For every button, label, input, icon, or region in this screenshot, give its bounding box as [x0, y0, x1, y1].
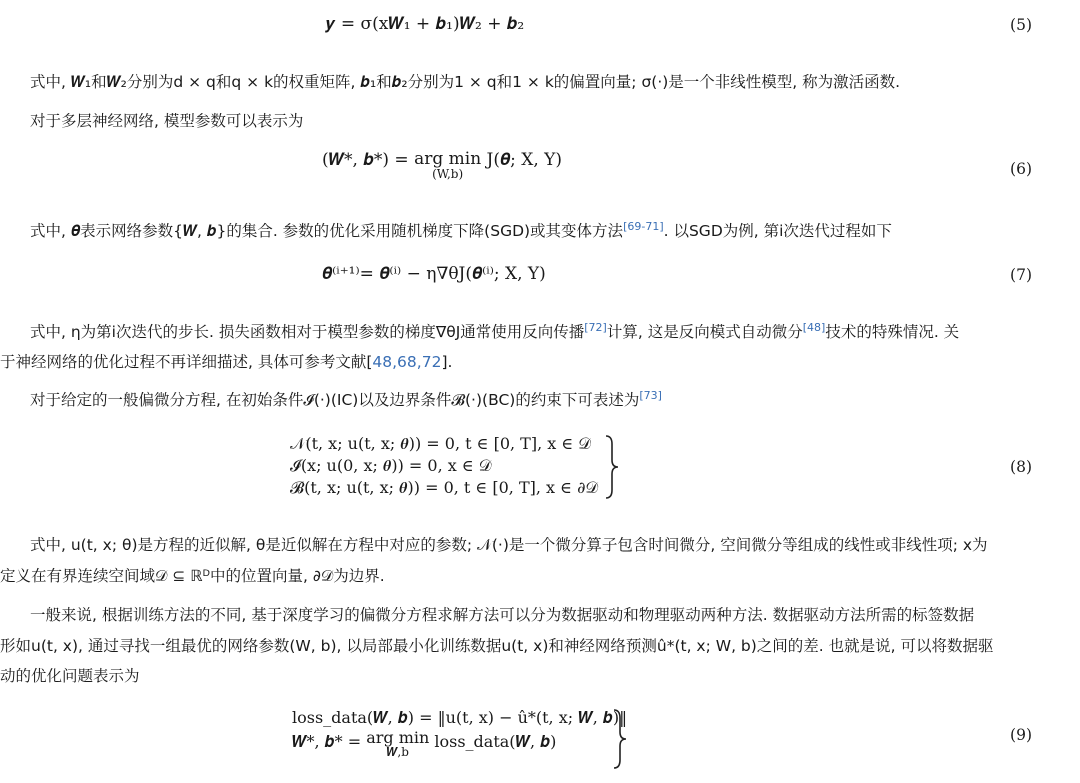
equation-9-line-2	[292, 730, 627, 758]
equation-6-lhs: (𝑾*, 𝒃*) =	[322, 150, 415, 170]
paragraph-solution: 式中, u(t, x; θ)是方程的近似解, θ是近似解在方程中对应的参数; 𝒩(·)是一个微分算子包含时间微分, 空间微分等组成的线性或非线性项; x为	[30, 536, 988, 554]
equation-5-formula: 𝒚 = σ(x𝑾₁ + 𝒃₁)𝑾₂ + 𝒃₂	[325, 14, 525, 34]
equation-9	[292, 706, 627, 758]
paragraph-backprop	[30, 320, 959, 342]
paragraph-pde-text: 对于给定的一般偏微分方程, 在初始条件𝓘(·)(IC)以及边界条件𝓑(·)(BC)的约束下可表述为	[30, 391, 640, 409]
equation-7-number: (7)	[1010, 266, 1032, 284]
equation-5-number: (5)	[1010, 16, 1032, 34]
citation-48[interactable]: [48]	[802, 320, 826, 334]
equation-9-lhs: 𝑾*, 𝒃* =	[292, 732, 367, 751]
equation-8-right-brace	[604, 434, 620, 500]
paragraph-data-driven-cont: 形如u(t, x), 通过寻找一组最优的网络参数(W, b), 以局部最小化训练数据u(t, x)和神经网络预测û*(t, x; W, b)之间的差. 也就是说, 可以将数据驱	[0, 637, 994, 655]
equation-9-argmin: arg min	[366, 728, 430, 747]
equation-9-subscript: 𝑾,b	[386, 745, 409, 759]
citation-list[interactable]: 48,68,72	[372, 353, 442, 371]
equation-6-argmin: arg min	[414, 149, 482, 169]
paragraph-backprop-cont-a: 于神经网络的优化过程不再详细描述, 具体可参考文献[	[0, 353, 373, 371]
citation-69-71[interactable]: [69-71]	[623, 219, 664, 233]
equation-8-line-2: 𝓘(x; u(0, x; 𝜽)) = 0, x ∈ 𝒟	[290, 456, 492, 475]
paragraph-params: 对于多层神经网络, 模型参数可以表示为	[30, 112, 304, 130]
equation-7-formula: 𝜽⁽ⁱ⁺¹⁾= 𝜽⁽ⁱ⁾ − η∇θJ(𝜽⁽ⁱ⁾; X, Y)	[322, 264, 546, 284]
equation-9-line-1: loss_data(𝑾, 𝒃) = ‖u(t, x) − û*(t, x; 𝑾, 𝒃)‖	[292, 708, 628, 727]
equation-8	[290, 433, 598, 499]
equation-8-line-1: 𝒩(t, x; u(t, x; 𝜽)) = 0, t ∈ [0, T], x ∈ 𝒟	[290, 434, 592, 453]
equation-6-subscript: (W,b)	[432, 167, 464, 181]
paragraph-backprop-cont-b: ].	[441, 353, 453, 371]
equation-5	[325, 14, 524, 34]
equation-8-number: (8)	[1010, 458, 1032, 476]
paragraph-sgd	[30, 219, 892, 241]
paragraph-data-driven: 一般来说, 根据训练方法的不同, 基于深度学习的偏微分方程求解方法可以分为数据驱动和物理驱动两种方法. 数据驱动方法所需的标签数据	[30, 606, 975, 624]
equation-6-rhs: J(𝜽; X, Y)	[481, 150, 563, 170]
paragraph-sgd-text: 式中, 𝜽表示网络参数{𝑾, 𝒃}的集合. 参数的优化采用随机梯度下降(SGD)或其变体方法	[30, 222, 624, 240]
paragraph-pde	[30, 388, 662, 410]
citation-72[interactable]: [72]	[584, 320, 607, 334]
paragraph-solution-cont: 定义在有界连续空间域𝒟 ⊆ ℝᴰ中的位置向量, ∂𝒟为边界.	[0, 567, 385, 585]
paragraph-data-driven-end: 动的优化问题表示为	[0, 667, 140, 685]
paragraph-weights: 式中, 𝑾₁和𝑾₂分别为d × q和q × k的权重矩阵, 𝒃₁和𝒃₂分别为1 × q和1 × k的偏置向量; σ(·)是一个非线性模型, 称为激活函数.	[30, 73, 901, 91]
citation-73[interactable]: [73]	[639, 388, 662, 402]
equation-8-line-3: 𝓑(t, x; u(t, x; 𝜽)) = 0, t ∈ [0, T], x ∈ ∂𝒟	[290, 478, 599, 497]
equation-9-right-brace	[612, 708, 628, 770]
equation-6-number: (6)	[1010, 160, 1032, 178]
paragraph-backprop-cont	[0, 350, 452, 372]
paragraph-backprop-b: 计算, 这是反向模式自动微分	[606, 323, 803, 341]
paragraph-backprop-a: 式中, η为第i次迭代的步长. 损失函数相对于模型参数的梯度∇θJ通常使用反向传播	[30, 323, 585, 341]
equation-7	[322, 264, 546, 284]
paragraph-backprop-c: 技术的特殊情况. 关	[825, 323, 960, 341]
equation-9-number: (9)	[1010, 726, 1032, 744]
equation-9-rhs: loss_data(𝑾, 𝒃)	[429, 732, 557, 751]
equation-6	[322, 150, 562, 180]
paragraph-sgd-tail: . 以SGD为例, 第i次迭代过程如下	[663, 222, 892, 240]
